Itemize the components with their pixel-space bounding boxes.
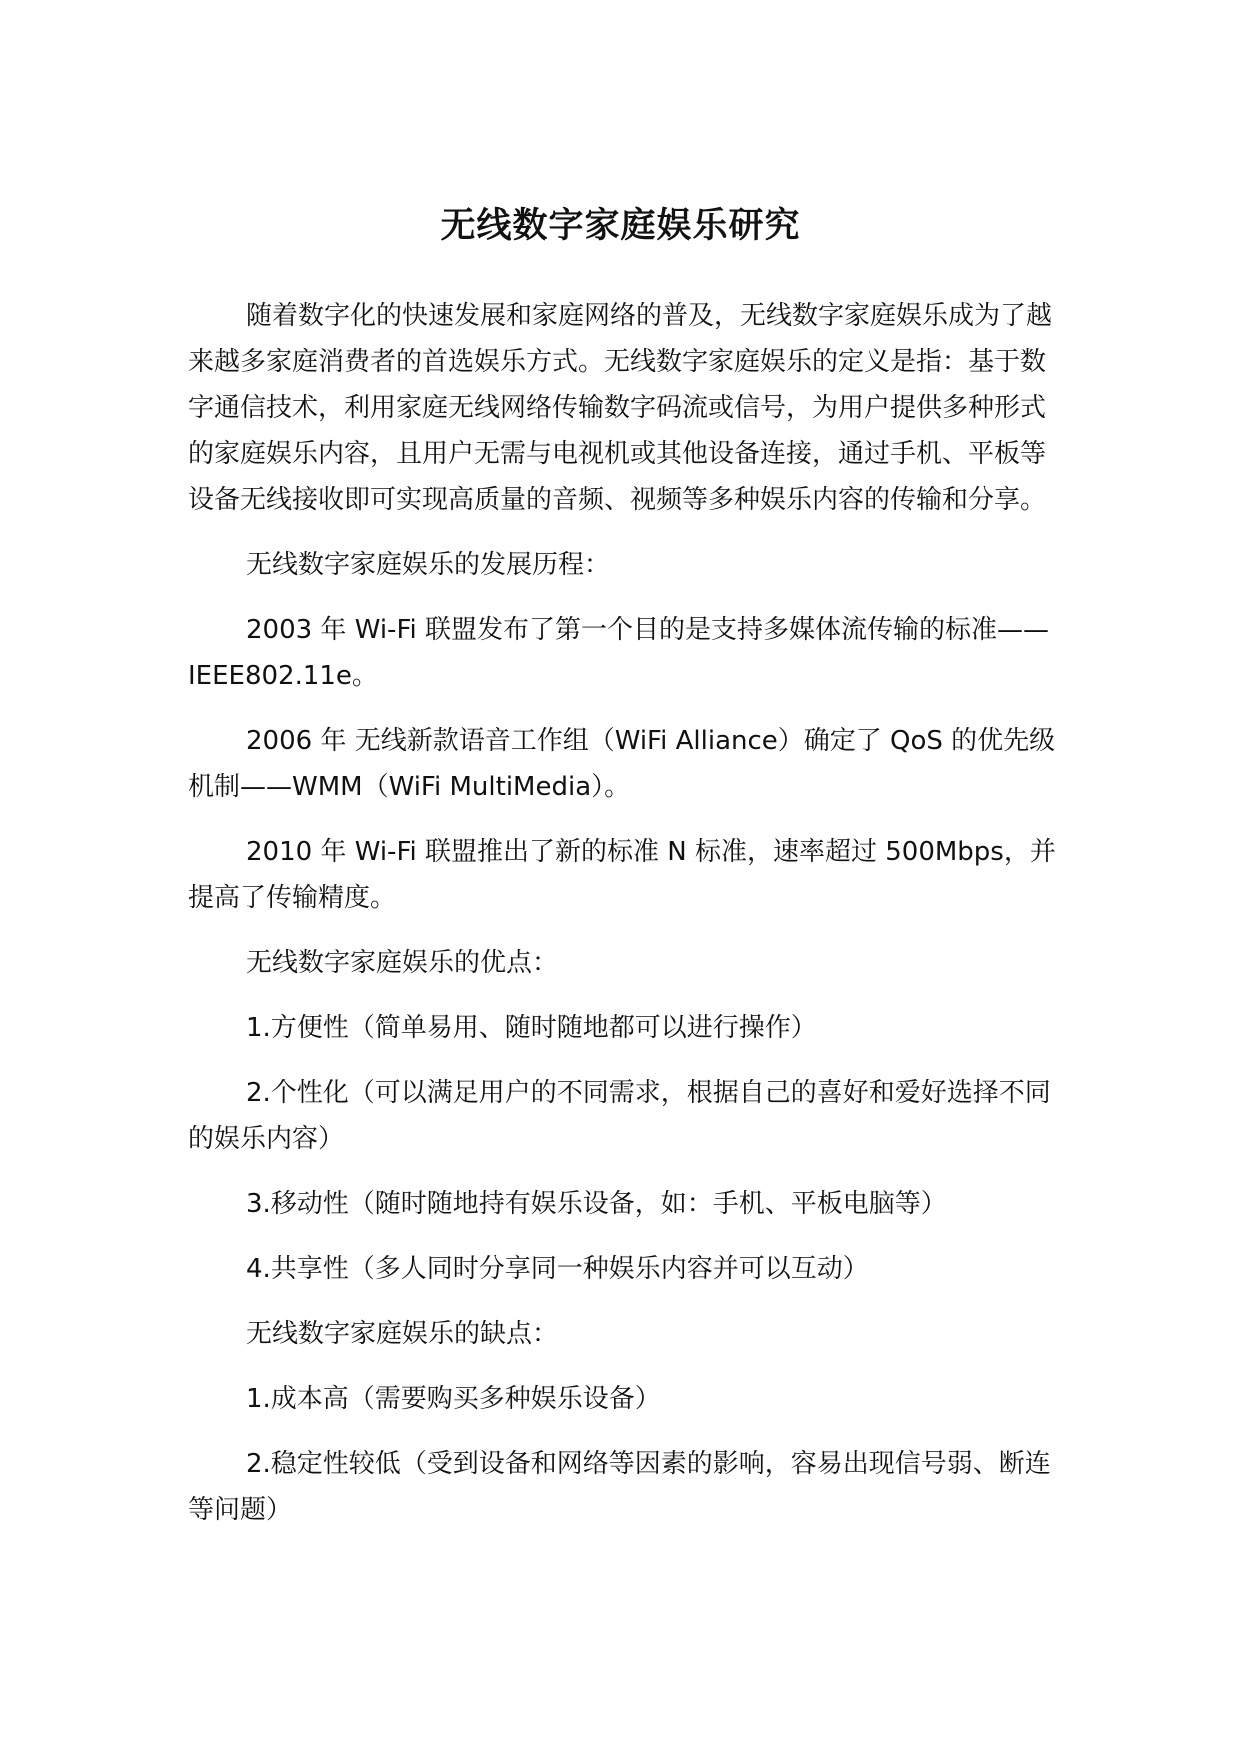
paragraph-intro: 随着数字化的快速发展和家庭网络的普及，无线数字家庭娱乐成为了越来越多家庭消费者的首选娱乐方式。无线数字家庭娱乐的定义是指：基于数字通信技术，利用家庭无线网络传输数字码流或信号，为用户提供多种形式的家庭娱乐内容，且用户无需与电视机或其他设备连接，通过手机、平板等设备无线接收即可实现高质量的音频、视频等多种娱乐内容的传输和分享。 xyxy=(188,301,1053,515)
paragraph-disadvantages-heading: 无线数字家庭娱乐的缺点： xyxy=(246,1319,559,1349)
paragraph-history-2003: 2003 年 Wi-Fi 联盟发布了第一个目的是支持多媒体流传输的标准——IEEE802.11e。 xyxy=(188,615,1049,691)
paragraph-history-2006: 2006 年 无线新款语音工作组（WiFi Alliance）确定了 QoS 的优先级机制——WMM（WiFi MultiMedia）。 xyxy=(188,726,1056,802)
paragraph-advantages-heading: 无线数字家庭娱乐的优点： xyxy=(246,948,559,978)
paragraph-advantage-4: 4.共享性（多人同时分享同一种娱乐内容并可以互动） xyxy=(246,1254,869,1284)
paragraph-history-heading: 无线数字家庭娱乐的发展历程： xyxy=(246,550,611,580)
document-body xyxy=(188,293,1056,1552)
paragraph-advantage-2: 2.个性化（可以满足用户的不同需求，根据自己的喜好和爱好选择不同的娱乐内容） xyxy=(188,1078,1051,1154)
paragraph-advantage-3: 3.移动性（随时随地持有娱乐设备，如：手机、平板电脑等） xyxy=(246,1189,947,1219)
document-title: 无线数字家庭娱乐研究 xyxy=(440,206,801,247)
paragraph-disadvantage-2: 2.稳定性较低（受到设备和网络等因素的影响，容易出现信号弱、断连等问题） xyxy=(188,1449,1051,1525)
paragraph-advantage-1: 1.方便性（简单易用、随时随地都可以进行操作） xyxy=(246,1013,817,1043)
paragraph-disadvantage-1: 1.成本高（需要购买多种娱乐设备） xyxy=(246,1384,661,1414)
paragraph-history-2010: 2010 年 Wi-Fi 联盟推出了新的标准 N 标准，速率超过 500Mbps，并提高了传输精度。 xyxy=(188,837,1056,913)
